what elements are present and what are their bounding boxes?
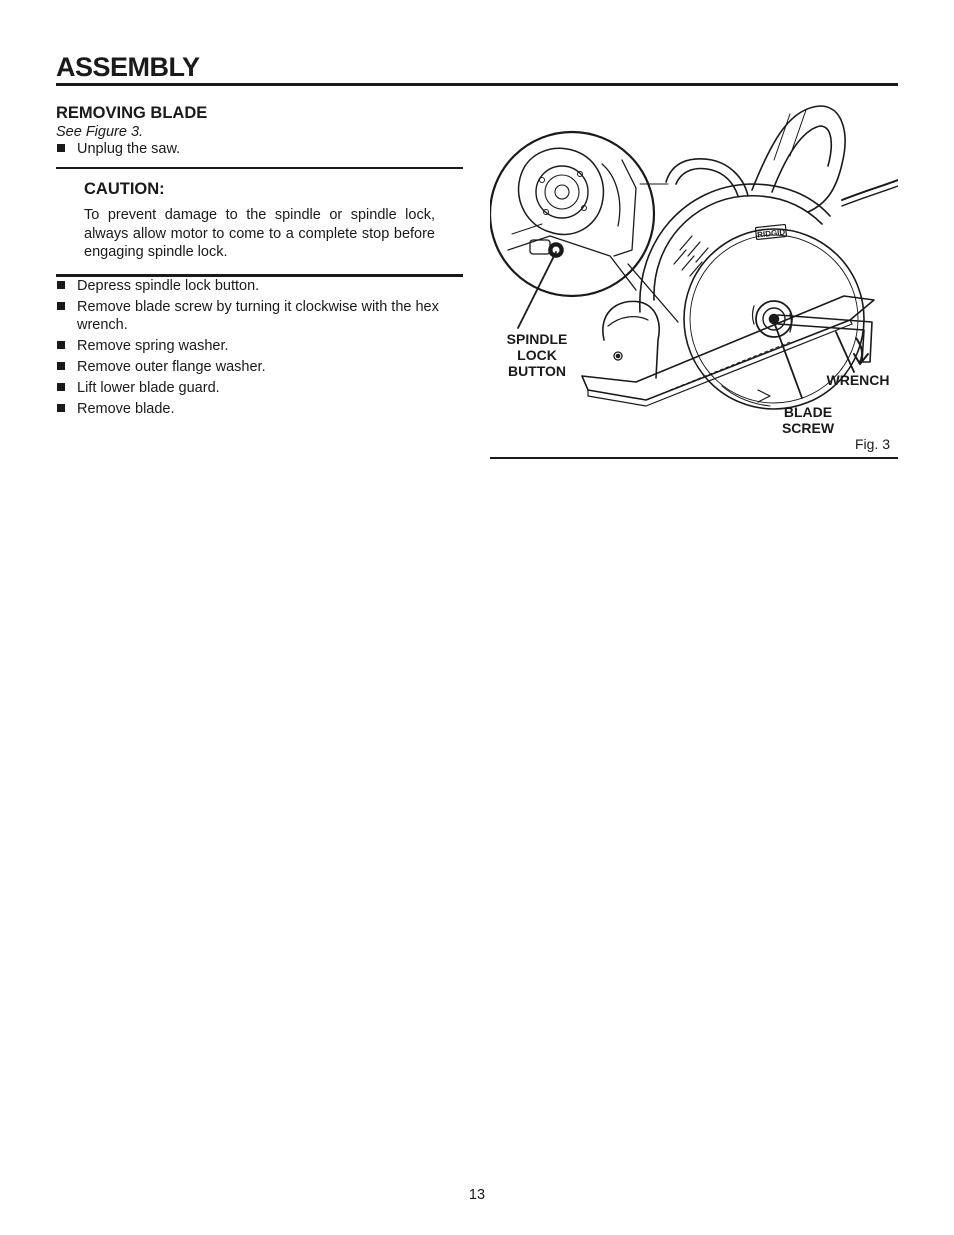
list-item: Unplug the saw. <box>56 140 463 158</box>
callout-wrench: WRENCH <box>826 372 890 388</box>
figure-3 <box>490 100 898 460</box>
list-item: Remove blade. <box>56 400 463 418</box>
list-item: Remove outer flange washer. <box>56 358 463 376</box>
list-item: Lift lower blade guard. <box>56 379 463 397</box>
section-heading: REMOVING BLADE <box>56 104 208 122</box>
figure-rule <box>490 457 898 459</box>
steps-after-list <box>56 277 463 418</box>
caution-text: To prevent damage to the spindle or spindle lock, always allow motor to come to a complete stop before engaging spindle lock. <box>84 207 435 260</box>
caution-heading: CAUTION: <box>84 180 165 198</box>
list-item: Depress spindle lock button. <box>56 277 463 295</box>
caution-box <box>56 167 463 277</box>
callout-line: BLADE <box>783 404 833 420</box>
callout-line: SPINDLE <box>506 331 568 347</box>
list-item: Remove blade screw by turning it clockwise with the hex wrench. <box>56 298 463 334</box>
figure-caption: Fig. 3 <box>854 436 890 452</box>
list-item: Remove spring washer. <box>56 337 463 355</box>
steps-before-list <box>56 140 463 158</box>
callout-blade-screw <box>780 404 836 436</box>
callout-spindle-lock-button <box>490 331 584 379</box>
callout-line: SCREW <box>781 420 835 436</box>
page-number: 13 <box>468 1187 486 1203</box>
callout-line: LOCK BUTTON <box>507 347 567 379</box>
instructions-column <box>56 104 463 421</box>
title-rule <box>56 83 898 86</box>
see-figure-note: See Figure 3. <box>56 124 144 140</box>
page-title: ASSEMBLY <box>56 52 200 82</box>
brand-label: RIDGID <box>756 227 786 240</box>
